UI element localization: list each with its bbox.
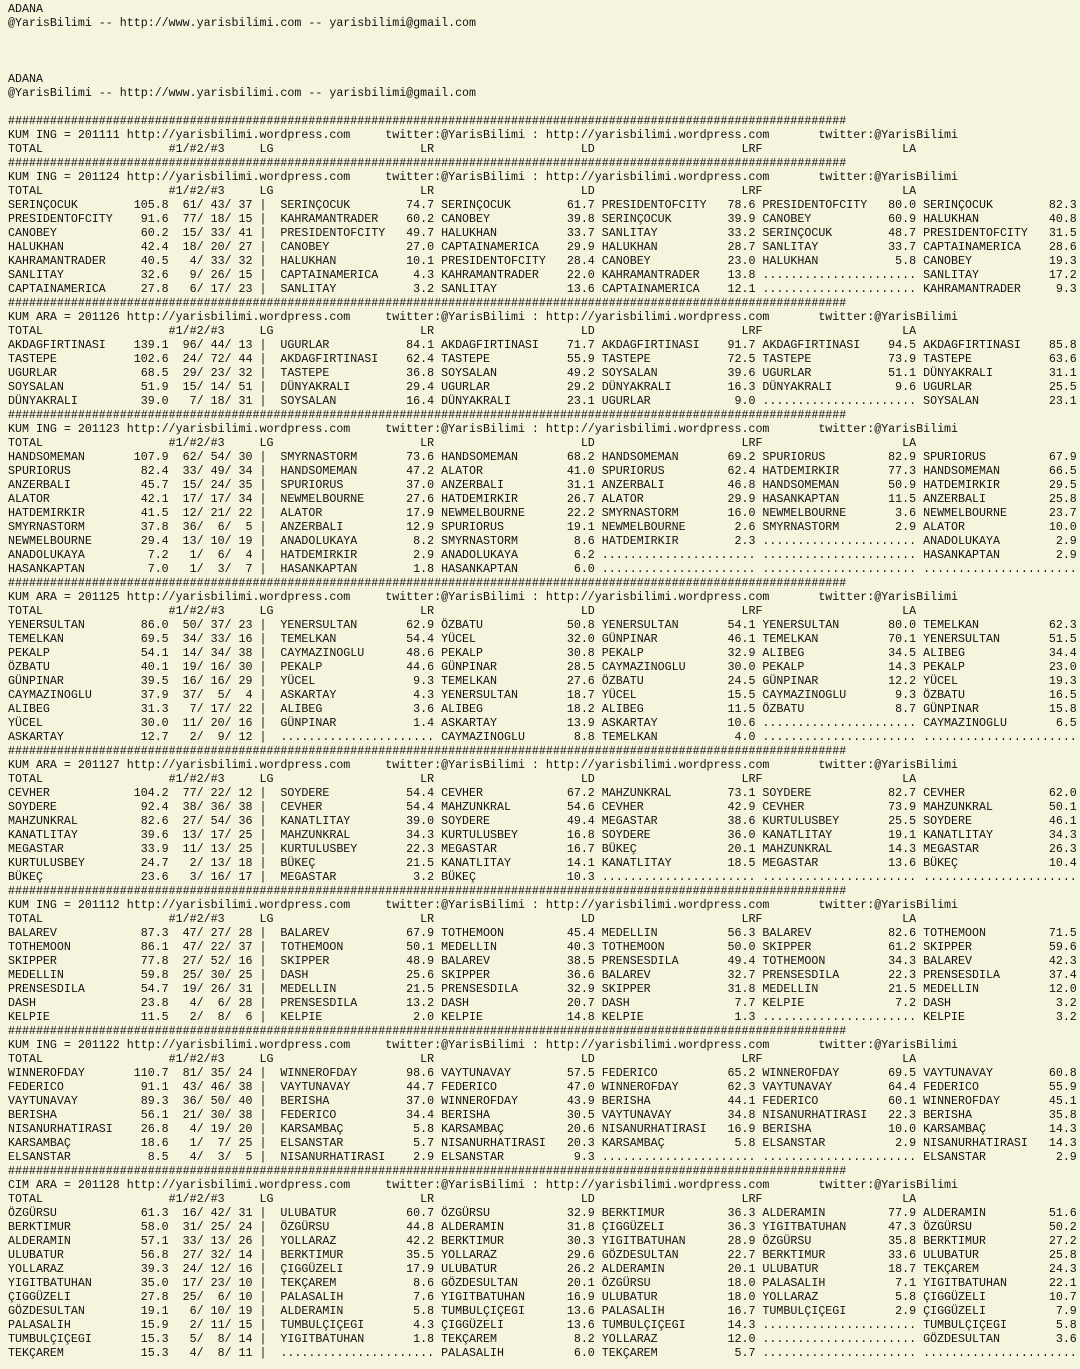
text-line: ########################################################################################################################: [8, 409, 847, 422]
text-line: BALAREV 87.3 47/ 27/ 28 | BALAREV 67.9 TOTHEMOON 45.4 MEDELLIN 56.3 BALAREV 82.6 TOTHEMOON 71.5: [8, 927, 1077, 940]
text-line: ########################################################################################################################: [8, 1025, 847, 1038]
text-line: YÜCEL 30.0 11/ 20/ 16 | GÜNPINAR 1.4 ASKARTAY 13.9 ASKARTAY 10.6 ...................... CAYMAZINOGLU 6.5: [8, 717, 1077, 730]
text-line: ########################################################################################################################: [8, 1165, 847, 1178]
text-line: BERKTIMUR 58.0 31/ 25/ 24 | ÖZGÜRSU 44.8 ALDERAMIN 31.8 ÇIGGÜZELI 36.3 YIGITBATUHAN 47.3 ÖZGÜRSU 50.2: [8, 1221, 1077, 1234]
text-line: YOLLARAZ 39.3 24/ 12/ 16 | ÇIGGÜZELI 17.9 ULUBATUR 26.2 ALDERAMIN 20.1 ULUBATUR 18.7 TEKÇAREM 24.3: [8, 1263, 1077, 1276]
text-line: TOTAL #1/#2/#3 LG LR LD LRF LA: [8, 605, 917, 618]
text-line: ADANA: [8, 3, 43, 16]
text-line: ASKARTAY 12.7 2/ 9/ 12 | ...................... CAYMAZINOGLU 8.8 TEMELKAN 4.0 ...................... ......................: [8, 731, 1077, 744]
text-line: TOTAL #1/#2/#3 LG LR LD LRF LA: [8, 437, 917, 450]
text-line: DÜNYAKRALI 39.0 7/ 18/ 31 | SOYSALAN 16.4 DÜNYAKRALI 23.1 UGURLAR 9.0 ...................... SOYSALAN 23.1: [8, 395, 1077, 408]
text-line: CAPTAINAMERICA 27.8 6/ 17/ 23 | SANLITAY 3.2 SANLITAY 13.6 CAPTAINAMERICA 12.1 ...................... KAHRAMANTRADER 9.3: [8, 283, 1077, 296]
text-line: CEVHER 104.2 77/ 22/ 12 | SOYDERE 54.4 CEVHER 67.2 MAHZUNKRAL 73.1 SOYDERE 82.7 CEVHER 62.0: [8, 787, 1077, 800]
text-line: ########################################################################################################################: [8, 577, 847, 590]
text-line: ########################################################################################################################: [8, 157, 847, 170]
text-line: BÜKEÇ 23.6 3/ 16/ 17 | MEGASTAR 3.2 BÜKEÇ 10.3 ...................... ...................... ......................: [8, 871, 1077, 884]
text-line: MEDELLIN 59.8 25/ 30/ 25 | DASH 25.6 SKIPPER 36.6 BALAREV 32.7 PRENSESDILA 22.3 PRENSESDILA 37.4: [8, 969, 1077, 982]
text-line: KUM ARA = 201126 http://yarisbilimi.wordpress.com twitter:@YarisBilimi : http://yarisbilimi.wordpress.com twitter:@YarisBilimi: [8, 311, 959, 324]
text-line: ELSANSTAR 8.5 4/ 3/ 5 | NISANURHATIRASI 2.9 ELSANSTAR 9.3 ...................... ...................... ELSANSTAR 2.9: [8, 1151, 1077, 1164]
text-line: ÖZGÜRSU 61.3 16/ 42/ 31 | ULUBATUR 60.7 ÖZGÜRSU 32.9 BERKTIMUR 36.3 ALDERAMIN 77.9 ALDERAMIN 51.6: [8, 1207, 1077, 1220]
text-line: SPURIORUS 82.4 33/ 49/ 34 | HANDSOMEMAN 47.2 ALATOR 41.0 SPURIORUS 62.4 HATDEMIRKIR 77.3 HANDSOMEMAN 66.5: [8, 465, 1077, 478]
text-line: KURTULUSBEY 24.7 2/ 13/ 18 | BÜKEÇ 21.5 KANATLITAY 14.1 KANATLITAY 18.5 MEGASTAR 13.6 BÜKEÇ 10.4: [8, 857, 1077, 870]
text-line: KUM ING = 201122 http://yarisbilimi.wordpress.com twitter:@YarisBilimi : http://yarisbilimi.wordpress.com twitter:@YarisBilimi: [8, 1039, 959, 1052]
text-line: TEKÇAREM 15.3 4/ 8/ 11 | ...................... PALASALIH 6.0 TEKÇAREM 5.7 ...................... ......................: [8, 1347, 1077, 1360]
text-line: KANATLITAY 39.6 13/ 17/ 25 | MAHZUNKRAL 34.3 KURTULUSBEY 16.8 SOYDERE 36.0 KANATLITAY 19.1 KANATLITAY 34.3: [8, 829, 1077, 842]
text-line: [8, 101, 1080, 115]
text-line: NEWMELBOURNE 29.4 13/ 10/ 19 | ANADOLUKAYA 8.2 SMYRNASTORM 8.6 HATDEMIRKIR 2.3 ...................... ANADOLUKAYA 2.9: [8, 535, 1077, 548]
text-line: TOTAL #1/#2/#3 LG LR LD LRF LA: [8, 143, 917, 156]
text-line: YIGITBATUHAN 35.0 17/ 23/ 10 | TEKÇAREM 8.6 GÖZDESULTAN 20.1 ÖZGÜRSU 18.0 PALASALIH 7.1 YIGITBATUHAN 22.1: [8, 1277, 1077, 1290]
text-line: KUM ING = 201124 http://yarisbilimi.wordpress.com twitter:@YarisBilimi : http://yarisbilimi.wordpress.com twitter:@YarisBilimi: [8, 171, 959, 184]
text-line: KARSAMBAÇ 18.6 1/ 7/ 25 | ELSANSTAR 5.7 NISANURHATIRASI 20.3 KARSAMBAÇ 5.8 ELSANSTAR 2.9 NISANURHATIRASI 14.3: [8, 1137, 1077, 1150]
text-line: PEKALP 54.1 14/ 34/ 38 | CAYMAZINOGLU 48.6 PEKALP 30.8 PEKALP 32.9 ALIBEG 34.5 ALIBEG 34.4: [8, 647, 1077, 660]
text-line: SANLITAY 32.6 9/ 26/ 15 | CAPTAINAMERICA 4.3 KAHRAMANTRADER 22.0 KAHRAMANTRADER 13.8 ...................... SANLITAY 17.2: [8, 269, 1077, 282]
text-line: GÜNPINAR 39.5 16/ 16/ 29 | YÜCEL 9.3 TEMELKAN 27.6 ÖZBATU 24.5 GÜNPINAR 12.2 YÜCEL 19.3: [8, 675, 1077, 688]
text-line: TOTAL #1/#2/#3 LG LR LD LRF LA: [8, 185, 917, 198]
text-line: [8, 31, 1080, 45]
text-line: ÇIGGÜZELI 27.8 25/ 6/ 10 | PALASALIH 7.6 YIGITBATUHAN 16.9 ULUBATUR 18.0 YOLLARAZ 5.8 ÇIGGÜZELI 10.7: [8, 1291, 1077, 1304]
text-line: BERISHA 56.1 21/ 30/ 38 | FEDERICO 34.4 BERISHA 30.5 VAYTUNAVAY 34.8 NISANURHATIRASI 22.3 BERISHA 35.8: [8, 1109, 1077, 1122]
text-line: ########################################################################################################################: [8, 297, 847, 310]
text-line: TASTEPE 102.6 24/ 72/ 44 | AKDAGFIRTINASI 62.4 TASTEPE 55.9 TASTEPE 72.5 TASTEPE 73.9 TASTEPE 63.6: [8, 353, 1077, 366]
text-line: TOTHEMOON 86.1 47/ 22/ 37 | TOTHEMOON 50.1 MEDELLIN 40.3 TOTHEMOON 50.0 SKIPPER 61.2 SKIPPER 59.6: [8, 941, 1077, 954]
text-line: PRENSESDILA 54.7 19/ 26/ 31 | MEDELLIN 21.5 PRENSESDILA 32.9 SKIPPER 31.8 MEDELLIN 21.5 MEDELLIN 12.0: [8, 983, 1077, 996]
text-line: HANDSOMEMAN 107.9 62/ 54/ 30 | SMYRNASTORM 73.6 HANDSOMEMAN 68.2 HANDSOMEMAN 69.2 SPURIORUS 82.9 SPURIORUS 67.9: [8, 451, 1077, 464]
text-line: HASANKAPTAN 7.0 1/ 3/ 7 | HASANKAPTAN 1.8 HASANKAPTAN 6.0 ...................... ...................... ......................: [8, 563, 1077, 576]
text-line: ADANA: [8, 73, 43, 86]
text-line: HATDEMIRKIR 41.5 12/ 21/ 22 | ALATOR 17.9 NEWMELBOURNE 22.2 SMYRNASTORM 16.0 NEWMELBOURNE 3.6 NEWMELBOURNE 23.7: [8, 507, 1077, 520]
text-line: ALIBEG 31.3 7/ 17/ 22 | ALIBEG 3.6 ALIBEG 18.2 ALIBEG 11.5 ÖZBATU 8.7 GÜNPINAR 15.8: [8, 703, 1077, 716]
text-line: NISANURHATIRASI 26.8 4/ 19/ 20 | KARSAMBAÇ 5.8 KARSAMBAÇ 20.6 NISANURHATIRASI 16.9 BERISHA 10.0 KARSAMBAÇ 14.3: [8, 1123, 1077, 1136]
text-line: PALASALIH 15.9 2/ 11/ 15 | TUMBULÇIÇEGI 4.3 ÇIGGÜZELI 13.6 TUMBULÇIÇEGI 14.3 ...................... TUMBULÇIÇEGI 5.8: [8, 1319, 1077, 1332]
text-line: YENERSULTAN 86.0 50/ 37/ 23 | YENERSULTAN 62.9 ÖZBATU 50.8 YENERSULTAN 54.1 YENERSULTAN 80.0 TEMELKAN 62.3: [8, 619, 1077, 632]
text-line: KAHRAMANTRADER 40.5 4/ 33/ 32 | HALUKHAN 10.1 PRESIDENTOFCITY 28.4 CANOBEY 23.0 HALUKHAN 5.8 CANOBEY 19.3: [8, 255, 1077, 268]
text-line: GÖZDESULTAN 19.1 6/ 10/ 19 | ALDERAMIN 5.8 TUMBULÇIÇEGI 13.6 PALASALIH 16.7 TUMBULÇIÇEGI 2.9 ÇIGGÜZELI 7.9: [8, 1305, 1077, 1318]
text-line: SOYSALAN 51.9 15/ 14/ 51 | DÜNYAKRALI 29.4 UGURLAR 29.2 DÜNYAKRALI 16.3 DÜNYAKRALI 9.6 UGURLAR 25.5: [8, 381, 1077, 394]
text-line: MEGASTAR 33.9 11/ 13/ 25 | KURTULUSBEY 22.3 MEGASTAR 16.7 BÜKEÇ 20.1 MAHZUNKRAL 14.3 MEGASTAR 26.3: [8, 843, 1077, 856]
text-line: PRESIDENTOFCITY 91.6 77/ 18/ 15 | KAHRAMANTRADER 60.2 CANOBEY 39.8 SERINÇOCUK 39.9 CANOBEY 60.9 HALUKHAN 40.8: [8, 213, 1077, 226]
text-line: ########################################################################################################################: [8, 885, 847, 898]
text-line: SERINÇOCUK 105.8 61/ 43/ 37 | SERINÇOCUK 74.7 SERINÇOCUK 61.7 PRESIDENTOFCITY 78.6 PRESIDENTOFCITY 80.0 SERINÇOCUK 82.3: [8, 199, 1077, 212]
text-line: @YarisBilimi -- http://www.yarisbilimi.com -- yarisbilimi@gmail.com: [8, 87, 477, 100]
text-line: KELPIE 11.5 2/ 8/ 6 | KELPIE 2.0 KELPIE 14.8 KELPIE 1.3 ...................... KELPIE 3.2: [8, 1011, 1077, 1024]
text-line: TEMELKAN 69.5 34/ 33/ 16 | TEMELKAN 54.4 YÜCEL 32.0 GÜNPINAR 46.1 TEMELKAN 70.1 YENERSULTAN 51.5: [8, 633, 1077, 646]
text-line: AKDAGFIRTINASI 139.1 96/ 44/ 13 | UGURLAR 84.1 AKDAGFIRTINASI 71.7 AKDAGFIRTINASI 91.7 AKDAGFIRTINASI 94.5 AKDAGFIRTINASI 85.8: [8, 339, 1077, 352]
text-line: DASH 23.8 4/ 6/ 28 | PRENSESDILA 13.2 DASH 20.7 DASH 7.7 KELPIE 7.2 DASH 3.2: [8, 997, 1077, 1010]
text-line: ULUBATUR 56.8 27/ 32/ 14 | BERKTIMUR 35.5 YOLLARAZ 29.6 GÖZDESULTAN 22.7 BERKTIMUR 33.6 ULUBATUR 25.8: [8, 1249, 1077, 1262]
text-line: TOTAL #1/#2/#3 LG LR LD LRF LA: [8, 913, 917, 926]
text-line: ANZERBALI 45.7 15/ 24/ 35 | SPURIORUS 37.0 ANZERBALI 31.1 ANZERBALI 46.8 HANDSOMEMAN 50.9 HATDEMIRKIR 29.5: [8, 479, 1077, 492]
text-line: WINNEROFDAY 110.7 81/ 35/ 24 | WINNEROFDAY 98.6 VAYTUNAVAY 57.5 FEDERICO 65.2 WINNEROFDAY 69.5 VAYTUNAVAY 60.8: [8, 1067, 1077, 1080]
text-line: KUM ING = 201112 http://yarisbilimi.wordpress.com twitter:@YarisBilimi : http://yarisbilimi.wordpress.com twitter:@YarisBilimi: [8, 899, 959, 912]
text-line: @YarisBilimi -- http://www.yarisbilimi.com -- yarisbilimi@gmail.com: [8, 17, 477, 30]
text-line: TOTAL #1/#2/#3 LG LR LD LRF LA: [8, 325, 917, 338]
text-line: ANADOLUKAYA 7.2 1/ 6/ 4 | HATDEMIRKIR 2.9 ANADOLUKAYA 6.2 ...................... ...................... HASANKAPTAN 2.9: [8, 549, 1077, 562]
text-line: TOTAL #1/#2/#3 LG LR LD LRF LA: [8, 1053, 917, 1066]
text-line: CANOBEY 60.2 15/ 33/ 41 | PRESIDENTOFCITY 49.7 HALUKHAN 33.7 SANLITAY 33.2 SERINÇOCUK 48.7 PRESIDENTOFCITY 31.5: [8, 227, 1077, 240]
text-line: KUM ING = 201123 http://yarisbilimi.wordpress.com twitter:@YarisBilimi : http://yarisbilimi.wordpress.com twitter:@YarisBilimi: [8, 423, 959, 436]
text-line: KUM ARA = 201127 http://yarisbilimi.wordpress.com twitter:@YarisBilimi : http://yarisbilimi.wordpress.com twitter:@YarisBilimi: [8, 759, 959, 772]
text-line: VAYTUNAVAY 89.3 36/ 50/ 40 | BERISHA 37.0 WINNEROFDAY 43.9 BERISHA 44.1 FEDERICO 60.1 WINNEROFDAY 45.1: [8, 1095, 1077, 1108]
text-line: SMYRNASTORM 37.8 36/ 6/ 5 | ANZERBALI 12.9 SPURIORUS 19.1 NEWMELBOURNE 2.6 SMYRNASTORM 2.9 ALATOR 10.0: [8, 521, 1077, 534]
text-line: SKIPPER 77.8 27/ 52/ 16 | SKIPPER 48.9 BALAREV 38.5 PRENSESDILA 49.4 TOTHEMOON 34.3 BALAREV 42.3: [8, 955, 1077, 968]
text-line: ########################################################################################################################: [8, 745, 847, 758]
text-line: TUMBULÇIÇEGI 15.3 5/ 8/ 14 | YIGITBATUHAN 1.8 TEKÇAREM 8.2 YOLLARAZ 12.0 ...................... GÖZDESULTAN 3.6: [8, 1333, 1077, 1346]
text-line: ALDERAMIN 57.1 33/ 13/ 26 | YOLLARAZ 42.2 BERKTIMUR 30.3 YIGITBATUHAN 28.9 ÖZGÜRSU 35.8 BERKTIMUR 27.2: [8, 1235, 1077, 1248]
text-line: SOYDERE 92.4 38/ 36/ 38 | CEVHER 54.4 MAHZUNKRAL 54.6 CEVHER 42.9 CEVHER 73.9 MAHZUNKRAL 50.1: [8, 801, 1077, 814]
text-line: ALATOR 42.1 17/ 17/ 34 | NEWMELBOURNE 27.6 HATDEMIRKIR 26.7 ALATOR 29.9 HASANKAPTAN 11.5 ANZERBALI 25.8: [8, 493, 1077, 506]
text-line: [8, 45, 1080, 59]
text-line: MAHZUNKRAL 82.6 27/ 54/ 36 | KANATLITAY 39.0 SOYDERE 49.4 MEGASTAR 38.6 KURTULUSBEY 25.5 SOYDERE 46.1: [8, 815, 1077, 828]
text-line: ########################################################################################################################: [8, 115, 847, 128]
text-line: KUM ING = 201111 http://yarisbilimi.wordpress.com twitter:@YarisBilimi : http://yarisbilimi.wordpress.com twitter:@YarisBilimi: [8, 129, 959, 142]
text-line: HALUKHAN 42.4 18/ 20/ 27 | CANOBEY 27.0 CAPTAINAMERICA 29.9 HALUKHAN 28.7 SANLITAY 33.7 CAPTAINAMERICA 28.6: [8, 241, 1077, 254]
text-line: UGURLAR 68.5 29/ 23/ 32 | TASTEPE 36.8 SOYSALAN 49.2 SOYSALAN 39.6 UGURLAR 51.1 DÜNYAKRALI 31.1: [8, 367, 1077, 380]
text-line: TOTAL #1/#2/#3 LG LR LD LRF LA: [8, 773, 917, 786]
text-line: ÖZBATU 40.1 19/ 16/ 30 | PEKALP 44.6 GÜNPINAR 28.5 CAYMAZINOGLU 30.0 PEKALP 14.3 PEKALP 23.0: [8, 661, 1077, 674]
text-line: CAYMAZINOGLU 37.9 37/ 5/ 4 | ASKARTAY 4.3 YENERSULTAN 18.7 YÜCEL 15.5 CAYMAZINOGLU 9.3 ÖZBATU 16.5: [8, 689, 1077, 702]
text-line: [8, 59, 1080, 73]
text-line: KUM ARA = 201125 http://yarisbilimi.wordpress.com twitter:@YarisBilimi : http://yarisbilimi.wordpress.com twitter:@YarisBilimi: [8, 591, 959, 604]
text-line: CIM ARA = 201128 http://yarisbilimi.wordpress.com twitter:@YarisBilimi : http://yarisbilimi.wordpress.com twitter:@YarisBilimi: [8, 1179, 959, 1192]
text-line: TOTAL #1/#2/#3 LG LR LD LRF LA: [8, 1193, 917, 1206]
text-line: FEDERICO 91.1 43/ 46/ 38 | VAYTUNAVAY 44.7 FEDERICO 47.0 WINNEROFDAY 62.3 VAYTUNAVAY 64.4 FEDERICO 55.9: [8, 1081, 1077, 1094]
